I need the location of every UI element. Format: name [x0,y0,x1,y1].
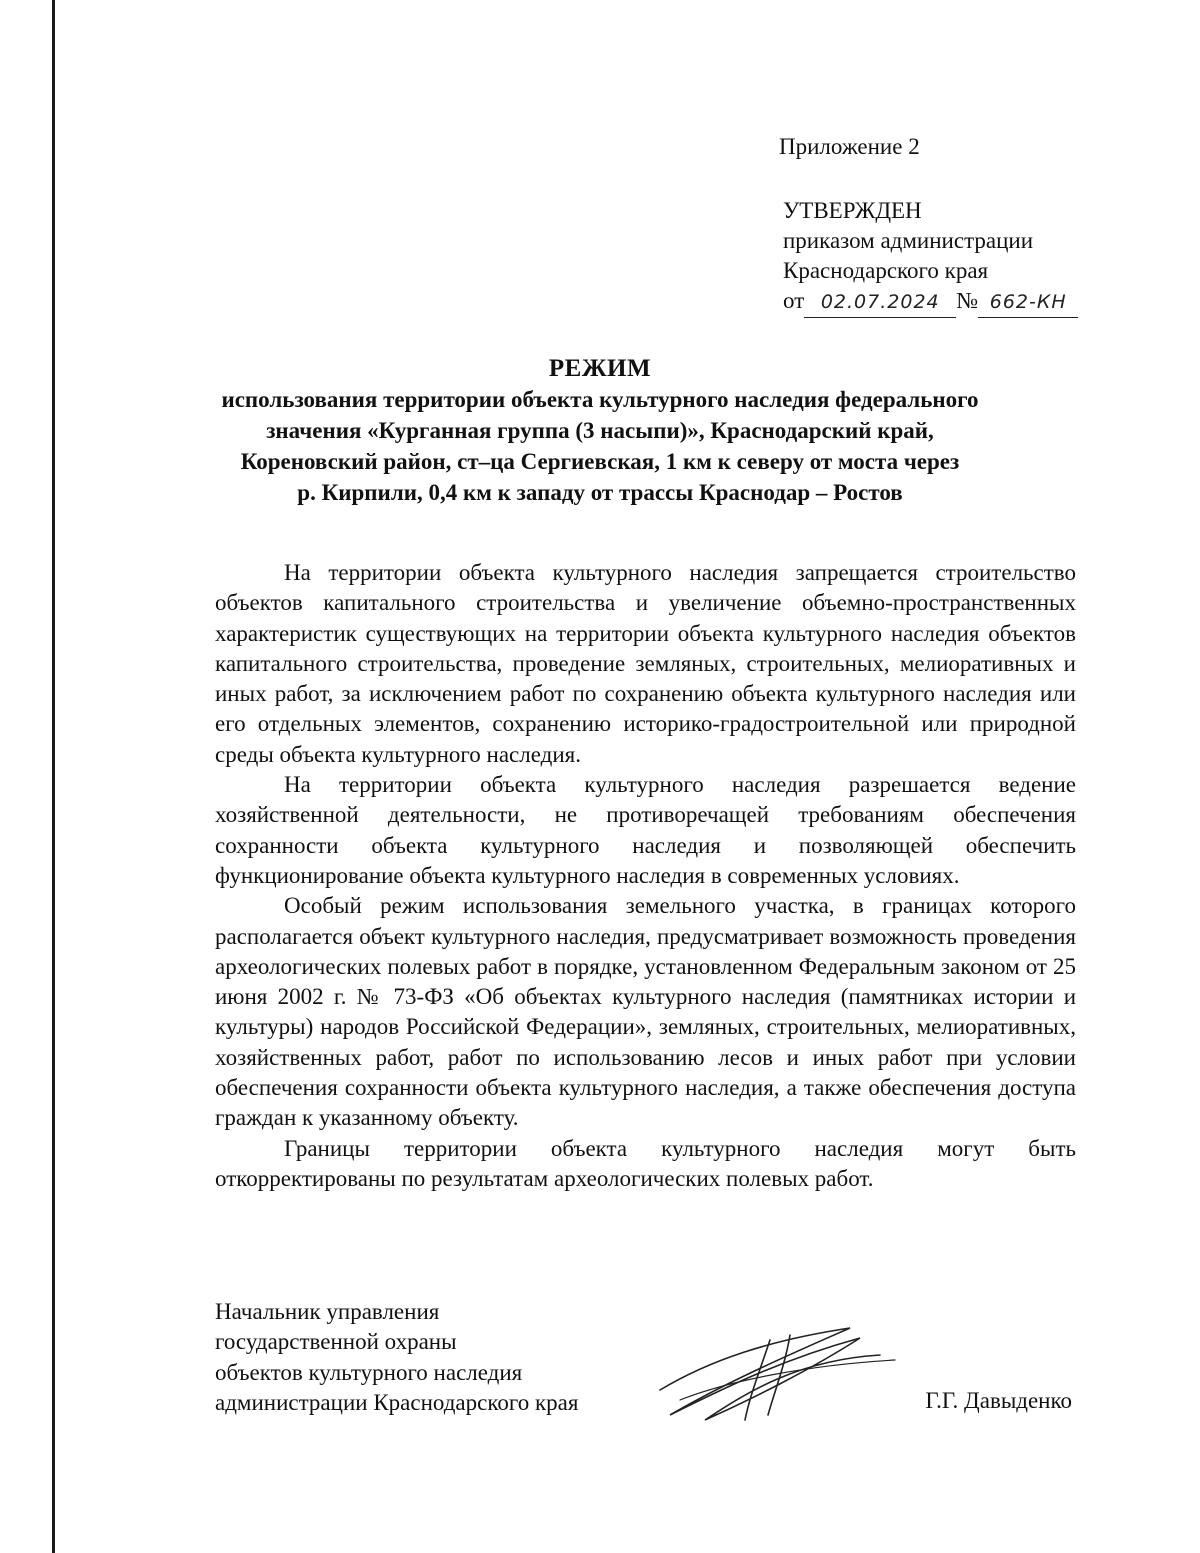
title-line1: использования территории объекта культурного наследия федерального [221,387,979,412]
signer-position [215,1297,578,1418]
date-prefix: от [783,288,805,313]
body-paragraph: Границы территории объекта культурного наследия могут быть откорректированы по результатам археологических полевых работ. [215,1135,1076,1191]
signer-name: Г.Г. Давыденко [925,1388,1072,1413]
body-paragraph: Особый режим использования земельного участка, в границах которого располагается объект культурного наследия, предусматривает возможность проведения археологических полевых работ в порядке, установленном Федеральным законом от 25 июня 2002 г. № 73-ФЗ «Об объектах культурного наследия (памятниках истории и культуры) народов Российской Федерации», земляных, строительных, мелиоративных, хозяйственных работ, работ по использованию лесов и иных работ при условии обеспечения сохранности объекта культурного наследия, а также обеспечения доступа граждан к указанному объекту. [215,893,1076,1131]
page-edge-line [52,0,55,1553]
handwritten-signature [650,1320,900,1430]
approved-by-line1: приказом администрации [783,228,1034,253]
signer-position-line1: Начальник управления [215,1299,440,1324]
approval-block [783,196,1078,318]
handwritten-number: 662-КН [978,287,1078,318]
title-line2: значения «Курганная группа (3 насыпи)», Краснодарский край, [266,418,934,443]
document-title [200,353,1000,508]
title-line3: Кореновский район, ст–ца Сергиевская, 1 км к северу от моста через [240,449,960,474]
appendix-label: Приложение 2 [779,134,920,159]
handwritten-date: 02.07.2024 [804,287,956,318]
approved-heading: УТВЕРЖДЕН [783,198,922,223]
title-main: РЕЖИМ [548,355,652,382]
document-body [215,558,1076,1194]
number-prefix: № [956,288,979,313]
title-line4: р. Кирпили, 0,4 км к западу от трассы Краснодар – Ростов [297,480,903,505]
signer-position-line3: объектов культурного наследия [215,1359,523,1385]
body-paragraph: На территории объекта культурного наследия разрешается ведение хозяйственной деятельности, не противоречащей требованиям обеспечения сохранности объекта культурного наследия и позволяющей обеспечить функционирование объекта культурного наследия в современных условиях. [215,772,1076,888]
approved-by-line2: Краснодарского края [783,258,989,283]
approval-date-line [783,286,1078,318]
signer-position-line4: администрации Краснодарского края [215,1389,579,1415]
body-paragraph: На территории объекта культурного наследия запрещается строительство объектов капитального строительства и увеличение объемно-пространственных характеристик существующих на территории объекта культурного наследия объектов капитального строительства, проведение земляных, строительных, мелиоративных и иных работ, за исключением работ по сохранению объекта культурного наследия или его отдельных элементов, сохранению историко-градостроительной или природной среды объекта культурного наследия. [215,560,1076,767]
signer-position-line2: государственной охраны [215,1329,457,1355]
